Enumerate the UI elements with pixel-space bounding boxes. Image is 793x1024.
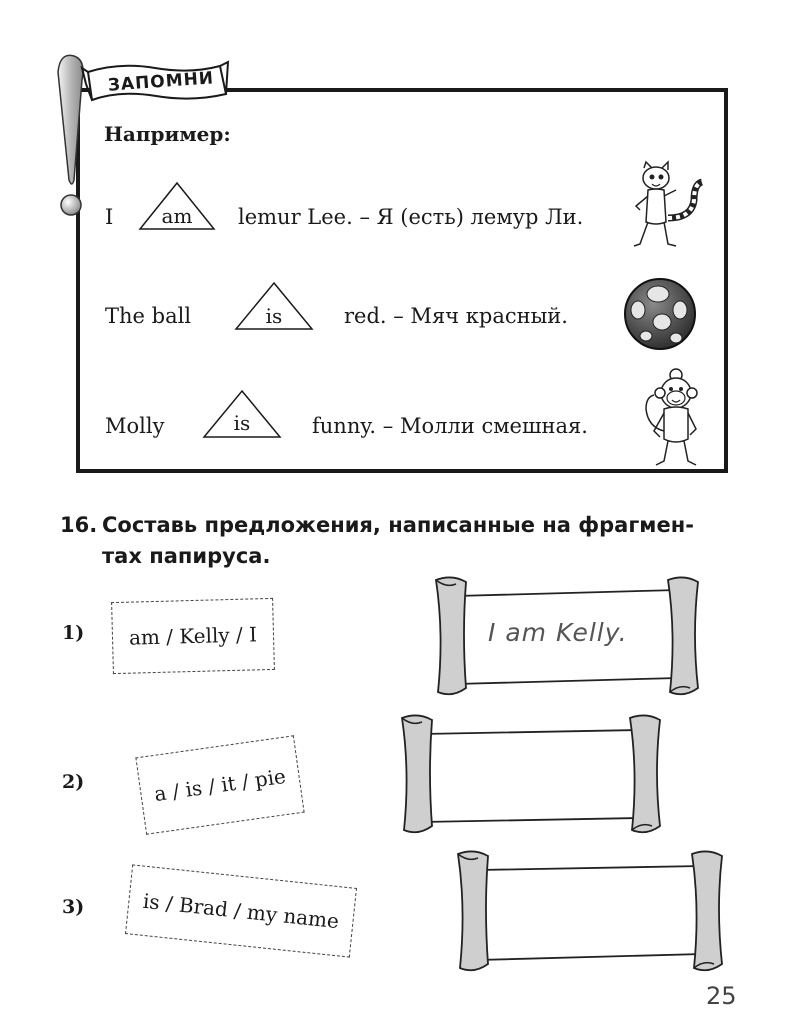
example-3-rest: funny. – Молли смешная. xyxy=(312,414,588,438)
item-3-label: 3) xyxy=(62,896,85,918)
example-2-rest: red. – Мяч красный. xyxy=(344,304,568,328)
page-number: 25 xyxy=(706,982,737,1010)
item-1-answer: I am Kelly. xyxy=(488,618,628,647)
example-1-subject: I xyxy=(105,205,114,229)
example-1-verb: am xyxy=(161,204,193,228)
remember-banner-label: ЗАПОМНИ xyxy=(107,68,215,96)
item-2-answer-scroll[interactable] xyxy=(398,712,664,838)
task-instructions xyxy=(60,510,740,572)
item-2-fragment-text: a / is / it / pie xyxy=(152,763,288,807)
item-3-answer-scroll[interactable] xyxy=(454,848,726,976)
example-3-subject: Molly xyxy=(105,414,165,438)
example-title: Например: xyxy=(104,122,231,146)
item-1-label: 1) xyxy=(62,622,85,644)
monkey-icon xyxy=(642,365,708,470)
example-2-subject: The ball xyxy=(105,304,192,328)
item-1-fragment xyxy=(111,598,275,674)
task-number: 16. xyxy=(60,513,98,537)
item-3-fragment-text: is / Brad / my name xyxy=(141,888,341,934)
item-2-label: 2) xyxy=(62,771,85,793)
task-line-2: тах папируса. xyxy=(102,544,271,568)
item-1-fragment-text: am / Kelly / I xyxy=(128,622,258,650)
example-2-verb: is xyxy=(265,304,283,328)
task-line-1: Составь предложения, написанные на фрагмен- xyxy=(102,513,694,537)
example-1-rest: lemur Lee. – Я (есть) лемур Ли. xyxy=(238,205,584,229)
ball-icon xyxy=(622,276,698,352)
item-3-fragment xyxy=(125,864,357,957)
lemur-icon xyxy=(632,160,710,260)
item-2-fragment xyxy=(135,735,304,835)
example-3-verb: is xyxy=(233,411,251,435)
